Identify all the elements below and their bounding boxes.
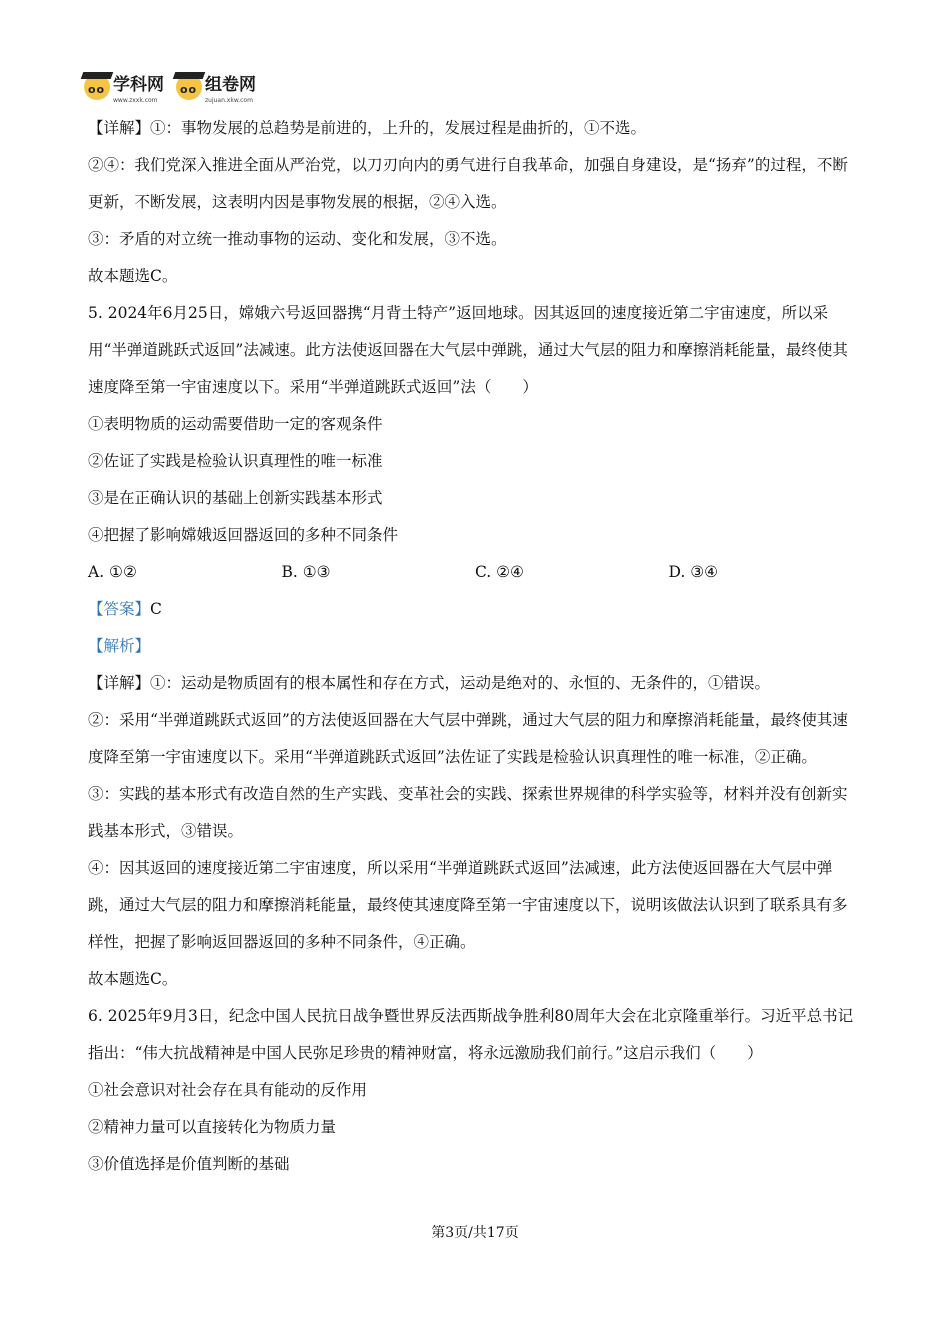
question-6: 6. 2025年9月3日，纪念中国人民抗日战争暨世界反法西斯战争胜利80周年大会在北京隆重举行。习近平总书记指出：“伟大抗战精神是中国人民弥足珍贵的精神财富，将永远激励我们前行。”这启示我们（ ） [88, 1007, 854, 1062]
mascot-icon [84, 74, 110, 100]
zxxk-logo[interactable] [84, 70, 164, 104]
paragraph: ②④：我们党深入推进全面从严治党，以刀刃向内的勇气进行自我革命，加强自身建设，是“扬弃”的过程，不断更新，不断发展，这表明内因是事物发展的根据，②④入选。 [88, 156, 848, 211]
answer-tag: 【答案】 [88, 600, 151, 618]
paragraph: ③：实践的基本形式有改造自然的生产实践、变革社会的实践、探索世界规律的科学实验等，材料并没有创新实践基本形式，③错误。 [88, 785, 848, 840]
paragraph: ②：采用“半弹道跳跃式返回”的方法使返回器在大气层中弹跳，通过大气层的阻力和摩擦消耗能量，最终使其速度降至第一宇宙速度以下。采用“半弹道跳跃式返回”法佐证了实践是检验认识真理性的唯一标准，②正确。 [88, 711, 848, 766]
logo-url: www.zxxk.com [113, 97, 158, 104]
paragraph: 【详解】①：事物发展的总趋势是前进的，上升的，发展过程是曲折的，①不选。 [88, 119, 647, 137]
mascot-icon [176, 74, 202, 100]
question-5: 5. 2024年6月25日，嫦娥六号返回器携“月背土特产”返回地球。因其返回的速度接近第二宇宙速度，所以采用“半弹道跳跃式返回”法减速。此方法使返回器在大气层中弹跳，通过大气层的阻力和摩擦消耗能量，最终使其速度降至第一宇宙速度以下。采用“半弹道跳跃式返回”法（ ） [88, 304, 848, 396]
paragraph: 【详解】①：运动是物质固有的根本属性和存在方式，运动是绝对的、永恒的、无条件的，①错误。 [88, 674, 771, 692]
statement: ④把握了影响嫦娥返回器返回的多种不同条件 [88, 526, 399, 544]
statement: ②精神力量可以直接转化为物质力量 [88, 1118, 337, 1136]
option-d: D. ③④ [668, 563, 719, 581]
paragraph: 故本题选C。 [88, 970, 178, 988]
statement: ①社会意识对社会存在具有能动的反作用 [88, 1081, 368, 1099]
answer-value: C [150, 600, 162, 618]
analysis-line [88, 628, 862, 665]
document-body [88, 110, 862, 1183]
zujuan-logo[interactable] [176, 70, 256, 104]
statement: ③是在正确认识的基础上创新实践基本形式 [88, 489, 383, 507]
logo-name: 组卷网 [205, 75, 256, 95]
option-b: B. ①③ [281, 563, 331, 581]
page-number: 第3页/共17页 [431, 1225, 519, 1241]
logo-url: zujuan.xkw.com [205, 97, 253, 104]
answer-line [88, 591, 862, 628]
paragraph: 故本题选C。 [88, 267, 178, 285]
statement: ③价值选择是价值判断的基础 [88, 1155, 290, 1173]
answer-options [88, 554, 862, 591]
logo-name: 学科网 [113, 75, 164, 95]
option-c: C. ②④ [475, 563, 524, 581]
statement: ①表明物质的运动需要借助一定的客观条件 [88, 415, 383, 433]
header [84, 70, 256, 104]
analysis-tag: 【解析】 [88, 637, 151, 655]
option-a: A. ①② [88, 563, 137, 581]
statement: ②佐证了实践是检验认识真理性的唯一标准 [88, 452, 383, 470]
paragraph: ④：因其返回的速度接近第二宇宙速度，所以采用“半弹道跳跃式返回”法减速，此方法使返回器在大气层中弹跳，通过大气层的阻力和摩擦消耗能量，最终使其速度降至第一宇宙速度以下，说明该做法认识到了联系具有多样性，把握了影响返回器返回的多种不同条件，④正确。 [88, 859, 848, 951]
paragraph: ③：矛盾的对立统一推动事物的运动、变化和发展，③不选。 [88, 230, 507, 248]
